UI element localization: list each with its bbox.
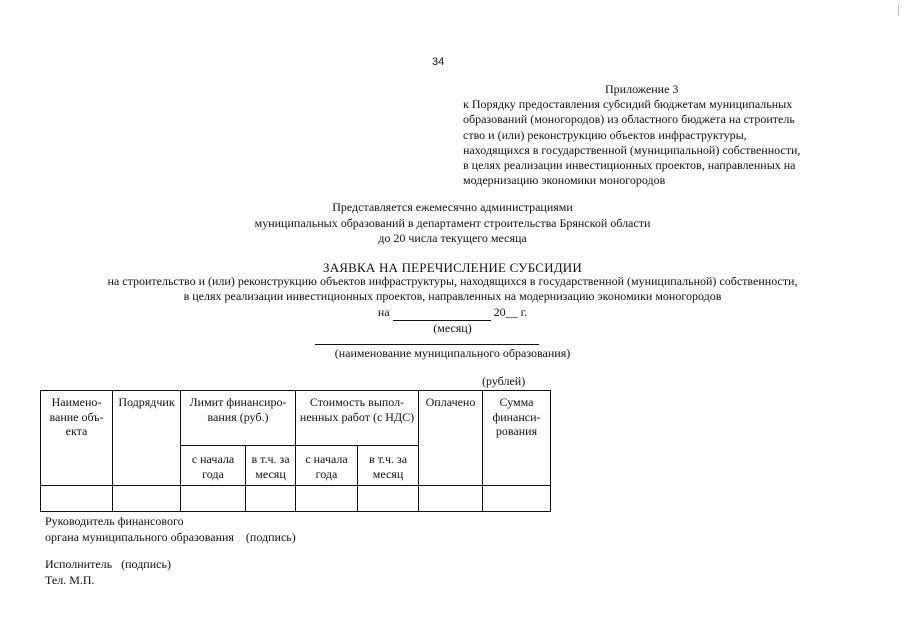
subheader-limit-from-year-start: с начала года	[181, 446, 246, 486]
submission-note-line: Представляется ежемесячно администрациями	[332, 200, 573, 214]
page-number: 34	[432, 56, 445, 68]
document-subheading	[0, 274, 905, 304]
appendix-line: модернизацию экономики моногородов	[463, 173, 666, 188]
appendix-line: ство и (или) реконструкцию объектов инфраструктуры,	[463, 127, 747, 142]
table-cell[interactable]	[296, 486, 358, 512]
appendix-title: Приложение 3	[605, 82, 679, 96]
table-cell[interactable]	[246, 486, 296, 512]
header-paid: Оплачено	[419, 391, 483, 486]
finance-organ-signature-label: органа муниципального образования (подпись)	[45, 529, 296, 544]
period-year: 20__ г.	[493, 305, 528, 319]
scan-edge-mark	[898, 4, 899, 16]
header-object-name: Наимено-вание объ-екта	[41, 391, 113, 486]
subheader-limit-month: в т.ч. за месяц	[246, 446, 296, 486]
appendix-block	[463, 82, 835, 188]
signature-block-finance	[45, 514, 296, 545]
header-funding-sum: Сумма финанси-рования	[483, 391, 551, 486]
executor-signature-label: Исполнитель (подпись)	[45, 557, 171, 571]
period-caption: (месяц)	[433, 321, 472, 335]
finance-head-label: Руководитель финансового	[45, 514, 184, 528]
header-contractor: Подрядчик	[113, 391, 181, 486]
submission-note-line: до 20 числа текущего месяца	[378, 231, 527, 245]
subheading-line: на строительство и (или) реконструкцию объектов инфраструктуры, находящихся в государственной (муниципальной) собственности,	[107, 274, 798, 288]
month-blank-field[interactable]	[393, 305, 491, 321]
appendix-line: образований (моногородов) из областного бюджета на строитель	[463, 112, 795, 127]
submission-note	[0, 200, 905, 247]
table-cell[interactable]	[181, 486, 246, 512]
period-prefix: на	[377, 305, 390, 319]
table-row	[41, 486, 551, 512]
municipality-blank-field[interactable]	[315, 344, 539, 345]
units-label: (рублей)	[482, 374, 526, 388]
table-cell[interactable]	[419, 486, 483, 512]
phone-stamp-label: Тел. М.П.	[45, 572, 95, 587]
period-line	[0, 305, 905, 321]
subsidy-request-table	[40, 390, 551, 512]
period-block	[0, 305, 905, 336]
header-works-cost: Стоимость выпол-ненных работ (с НДС)	[296, 391, 419, 446]
table-cell[interactable]	[113, 486, 181, 512]
appendix-line: находящихся в государственной (муниципальной) собственности,	[463, 142, 801, 157]
signature-block-executor	[45, 557, 171, 588]
header-financing-limit: Лимит финансиро-вания (руб.)	[181, 391, 296, 446]
subheader-cost-from-year-start: с начала года	[296, 446, 358, 486]
appendix-line: в целях реализации инвестиционных проектов, направленных на	[463, 158, 796, 173]
municipality-caption: (наименование муниципального образования)	[334, 346, 571, 360]
table-cell[interactable]	[358, 486, 419, 512]
table-cell[interactable]	[41, 486, 113, 512]
subheader-cost-month: в т.ч. за месяц	[358, 446, 419, 486]
subheading-line: в целях реализации инвестиционных проектов, направленных на модернизацию экономики моногородов	[183, 289, 722, 303]
table-cell[interactable]	[483, 486, 551, 512]
appendix-line: к Порядку предоставления субсидий бюджетам муниципальных	[463, 97, 793, 112]
submission-note-line: муниципальных образований в департамент строительства Брянской области	[254, 215, 651, 230]
document-heading: ЗАЯВКА НА ПЕРЕЧИСЛЕНИЕ СУБСИДИИ	[323, 260, 582, 275]
